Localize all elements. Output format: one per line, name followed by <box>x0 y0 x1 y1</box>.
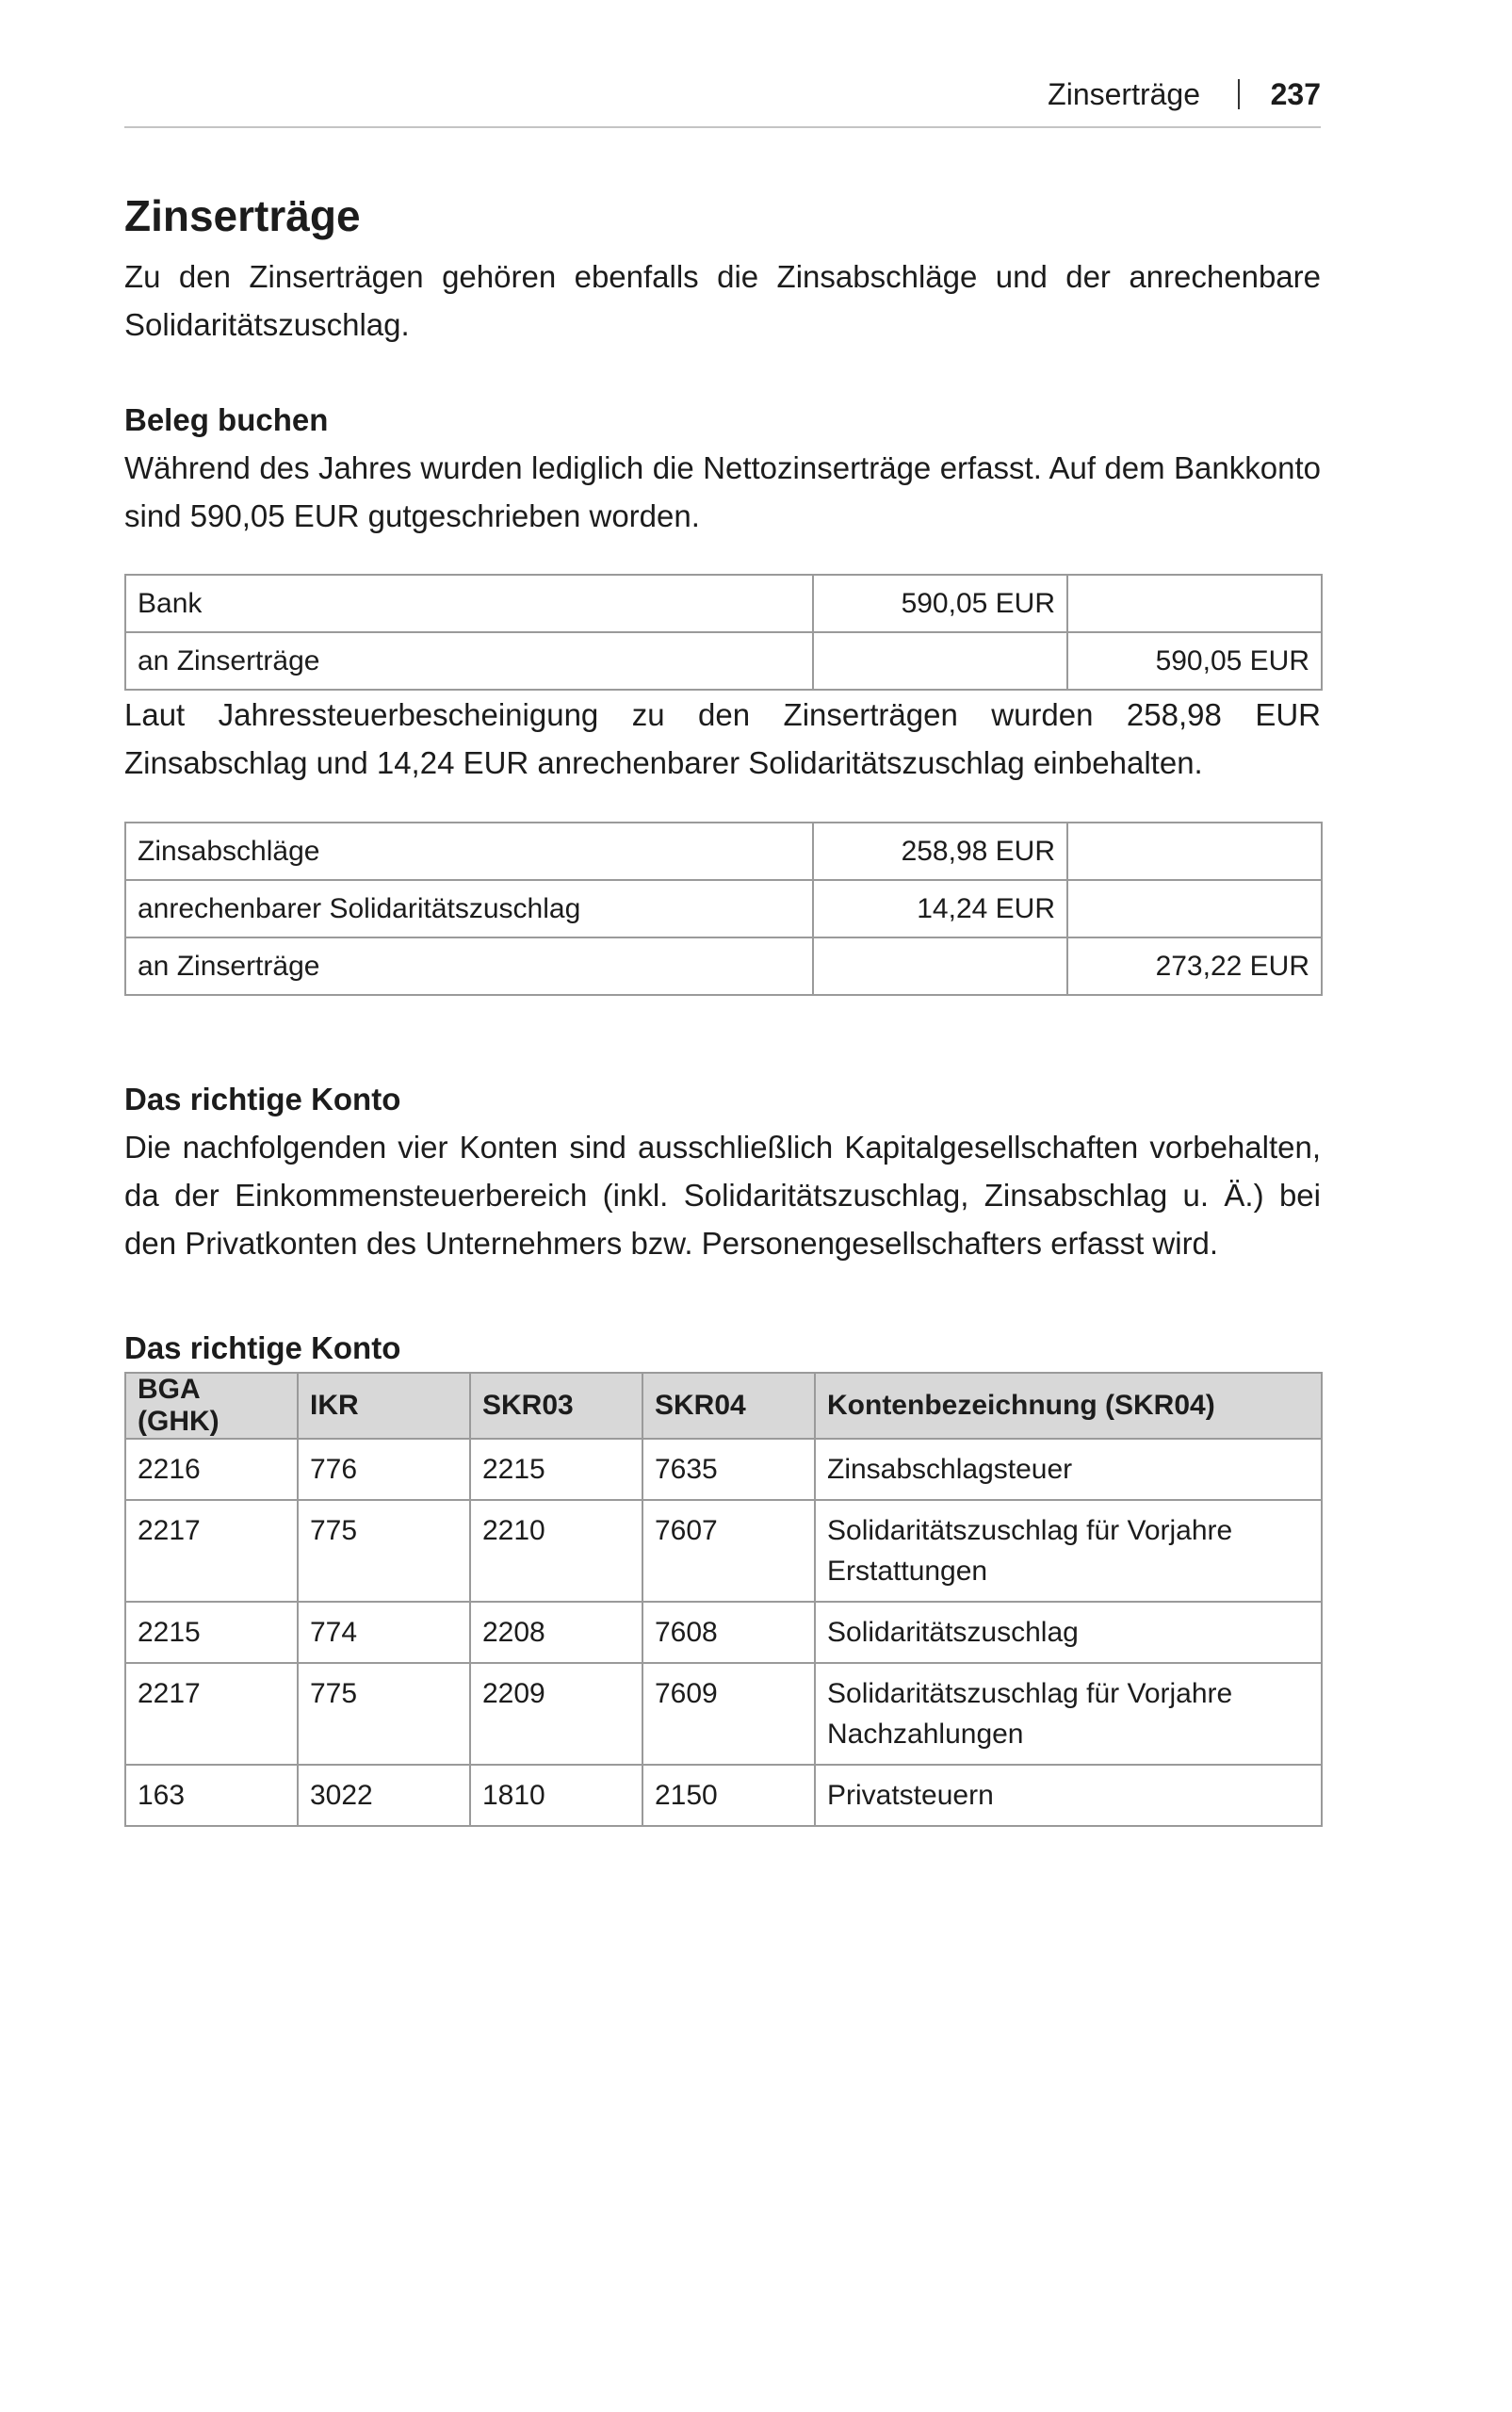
credit-cell <box>1067 823 1322 880</box>
column-header: IKR <box>298 1373 470 1439</box>
intro-paragraph: Zu den Zinserträgen gehören ebenfalls die Zinsabschläge und der anrechenbare Solidaritätszuschlag. <box>124 259 1321 342</box>
table-row <box>125 880 1322 937</box>
table-row <box>125 1500 1322 1602</box>
table-cell: 2208 <box>470 1602 642 1663</box>
debit-cell <box>813 632 1067 690</box>
account-table <box>124 1372 1323 1827</box>
running-title: Zinserträge <box>1048 77 1200 111</box>
table-cell: 2215 <box>470 1439 642 1500</box>
table-cell: Solidaritätszuschlag <box>815 1602 1322 1663</box>
table-cell: Privatsteuern <box>815 1765 1322 1826</box>
table-row <box>125 1439 1322 1500</box>
table-cell: 7607 <box>642 1500 815 1602</box>
credit-cell: 590,05 EUR <box>1067 632 1322 690</box>
credit-cell <box>1067 880 1322 937</box>
withholding-paragraph: Laut Jahressteuerbescheinigung zu den Zinserträgen wurden 258,98 EUR Zinsabschlag und 14,24 EUR anrechenbarer Solidaritätszuschlag einbehalten. <box>124 697 1321 780</box>
table-cell: 163 <box>125 1765 298 1826</box>
table-cell: 2215 <box>125 1602 298 1663</box>
debit-cell: 590,05 EUR <box>813 575 1067 632</box>
table-row <box>125 823 1322 880</box>
debit-cell: 14,24 EUR <box>813 880 1067 937</box>
table-row <box>125 632 1322 690</box>
column-header: BGA (GHK) <box>125 1373 298 1439</box>
column-header: SKR03 <box>470 1373 642 1439</box>
table-cell: Zinsabschlagsteuer <box>815 1439 1322 1500</box>
table-cell: Solidaritätszuschlag für Vorjahre Erstattungen <box>815 1500 1322 1602</box>
table-cell: 2210 <box>470 1500 642 1602</box>
table-cell: 2216 <box>125 1439 298 1500</box>
table-cell: 2217 <box>125 1500 298 1602</box>
header-separator <box>1238 79 1240 109</box>
account-cell: Zinsabschläge <box>125 823 813 880</box>
table-cell: 3022 <box>298 1765 470 1826</box>
table-cell: Solidaritätszuschlag für Vorjahre Nachzahlungen <box>815 1663 1322 1765</box>
page-content <box>124 179 1321 1827</box>
booking-table-1 <box>124 574 1323 691</box>
table-header-row <box>125 1373 1322 1439</box>
table-row <box>125 937 1322 995</box>
column-header: SKR04 <box>642 1373 815 1439</box>
konto-section <box>124 1075 1321 1267</box>
running-header <box>124 72 1321 128</box>
beleg-paragraph: Während des Jahres wurden lediglich die Nettozinserträge erfasst. Auf dem Bankkonto sind 590,05 EUR gutgeschrieben worden. <box>124 450 1321 533</box>
column-header: Kontenbezeichnung (SKR04) <box>815 1373 1322 1439</box>
table-cell: 7608 <box>642 1602 815 1663</box>
table-row <box>125 1663 1322 1765</box>
konto-heading: Das richtige Konto <box>124 1082 401 1116</box>
table-cell: 7609 <box>642 1663 815 1765</box>
table-caption: Das richtige Konto <box>124 1330 401 1365</box>
debit-cell <box>813 937 1067 995</box>
table-cell: 775 <box>298 1500 470 1602</box>
table-cell: 7635 <box>642 1439 815 1500</box>
table-cell: 774 <box>298 1602 470 1663</box>
table-cell: 2150 <box>642 1765 815 1826</box>
table-cell: 2209 <box>470 1663 642 1765</box>
account-cell: an Zinserträge <box>125 632 813 690</box>
table-row <box>125 1765 1322 1826</box>
section-title: Zinserträge <box>124 191 361 240</box>
table-cell: 2217 <box>125 1663 298 1765</box>
account-cell: an Zinserträge <box>125 937 813 995</box>
debit-cell: 258,98 EUR <box>813 823 1067 880</box>
credit-cell: 273,22 EUR <box>1067 937 1322 995</box>
table-cell: 776 <box>298 1439 470 1500</box>
konto-paragraph: Die nachfolgenden vier Konten sind ausschließlich Kapitalgesellschaften vorbehalten, da der Einkommensteuerbereich (inkl. Solidaritätszuschlag, Zinsabschlag u. Ä.) bei den Privatkonten des Unternehmers bzw. Personengesellschafters erfasst wird. <box>124 1130 1321 1261</box>
table-cell: 1810 <box>470 1765 642 1826</box>
account-cell: anrechenbarer Solidaritätszuschlag <box>125 880 813 937</box>
booking-table-2 <box>124 822 1323 996</box>
table-row <box>125 1602 1322 1663</box>
beleg-heading: Beleg buchen <box>124 402 329 437</box>
table-cell: 775 <box>298 1663 470 1765</box>
beleg-section <box>124 396 1321 540</box>
credit-cell <box>1067 575 1322 632</box>
page-number: 237 <box>1270 77 1321 111</box>
table-row <box>125 575 1322 632</box>
account-cell: Bank <box>125 575 813 632</box>
